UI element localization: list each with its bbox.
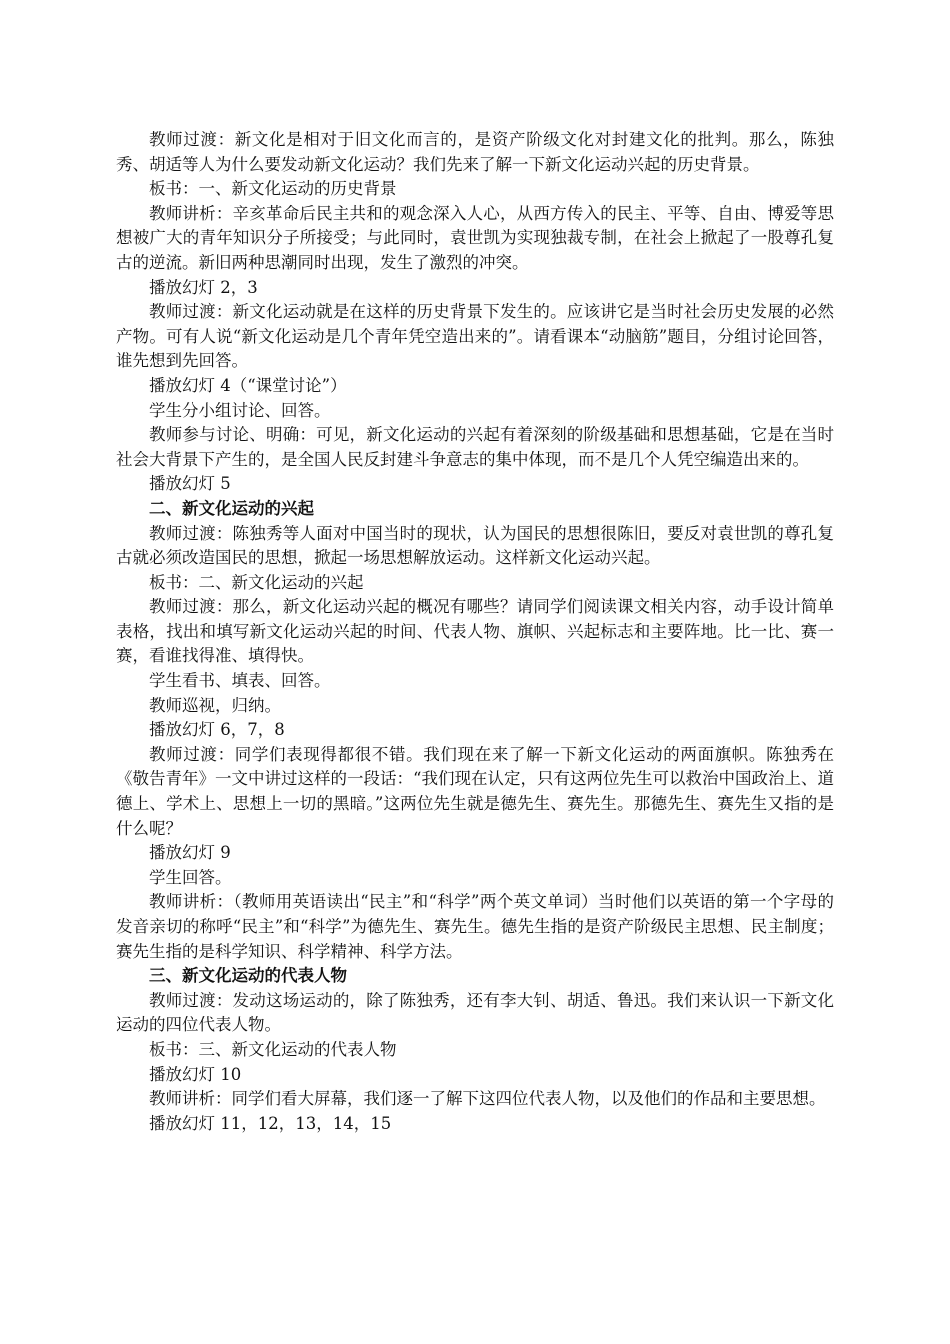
paragraph: 学生看书、填表、回答。 <box>149 671 331 691</box>
paragraph: 教师过渡：同学们表现得都很不错。我们现在来了解一下新文化运动的两面旗帜。陈独秀在《敬告青年》一文中讲过这样的一段话：“我们现在认定，只有这两位先生可以救治中国政治上、道德上、学术上、思想上一切的黑暗。”这两位先生就是德先生、赛先生。那德先生、赛先生又指的是什么呢？ <box>116 744 834 838</box>
paragraph: 教师过渡：陈独秀等人面对中国当时的现状，认为国民的思想很陈旧，要反对袁世凯的尊孔复古就必须改造国民的思想，掀起一场思想解放运动。这样新文化运动兴起。 <box>116 523 834 568</box>
paragraph: 播放幻灯 11，12，13，14，15 <box>149 1113 392 1133</box>
paragraph: 教师参与讨论、明确：可见，新文化运动的兴起有着深刻的阶级基础和思想基础，它是在当时社会大背景下产生的，是全国人民反封建斗争意志的集中体现，而不是几个人凭空编造出来的。 <box>116 425 834 469</box>
paragraph: 教师过渡：新文化是相对于旧文化而言的，是资产阶级文化对封建文化的批判。那么，陈独秀、胡适等人为什么要发动新文化运动？我们先来了解一下新文化运动兴起的历史背景。 <box>116 130 834 174</box>
paragraph: 学生分小组讨论、回答。 <box>149 400 331 420</box>
paragraph: 教师过渡：发动这场运动的，除了陈独秀，还有李大钊、胡适、鲁迅。我们来认识一下新文化运动的四位代表人物。 <box>116 990 834 1035</box>
paragraph: 教师讲析：（教师用英语读出“民主”和“科学”两个英文单词）当时他们以英语的第一个字母的发音亲切的称呼“民主”和“科学”为德先生、赛先生。德先生指的是资产阶级民主思想、民主制度；赛先生指的是科学知识、科学精神、科学方法。 <box>116 892 834 961</box>
paragraph: 教师巡视，归纳。 <box>149 695 281 715</box>
paragraph: 板书：三、新文化运动的代表人物 <box>149 1039 397 1059</box>
paragraph: 播放幻灯 6，7，8 <box>149 720 285 740</box>
document-body <box>116 128 834 1136</box>
paragraph: 播放幻灯 10 <box>149 1064 242 1084</box>
section-heading: 三、新文化运动的代表人物 <box>149 966 347 986</box>
paragraph: 播放幻灯 4（“课堂讨论”） <box>149 375 347 395</box>
paragraph: 板书：一、新文化运动的历史背景 <box>149 179 397 199</box>
paragraph: 播放幻灯 5 <box>149 474 231 494</box>
paragraph: 学生回答。 <box>149 867 232 887</box>
paragraph: 教师过渡：那么，新文化运动兴起的概况有哪些？请同学们阅读课文相关内容，动手设计简单表格，找出和填写新文化运动兴起的时间、代表人物、旗帜、兴起标志和主要阵地。比一比、赛一赛，看谁找得准、填得快。 <box>116 597 834 666</box>
paragraph: 板书：二、新文化运动的兴起 <box>149 572 364 592</box>
paragraph: 播放幻灯 2，3 <box>149 277 258 297</box>
paragraph: 教师讲析：同学们看大屏幕，我们逐一了解下这四位代表人物，以及他们的作品和主要思想。 <box>149 1089 826 1109</box>
section-heading: 二、新文化运动的兴起 <box>149 498 314 518</box>
paragraph: 教师讲析：辛亥革命后民主共和的观念深入人心，从西方传入的民主、平等、自由、博爱等思想被广大的青年知识分子所接受；与此同时，袁世凯为实现独裁专制，在社会上掀起了一股尊孔复古的逆流。新旧两种思潮同时出现，发生了激烈的冲突。 <box>116 203 834 272</box>
paragraph: 播放幻灯 9 <box>149 843 231 863</box>
paragraph: 教师过渡：新文化运动就是在这样的历史背景下发生的。应该讲它是当时社会历史发展的必然产物。可有人说“新文化运动是几个青年凭空造出来的”。请看课本“动脑筋”题目，分组讨论回答，谁先想到先回答。 <box>116 302 834 371</box>
